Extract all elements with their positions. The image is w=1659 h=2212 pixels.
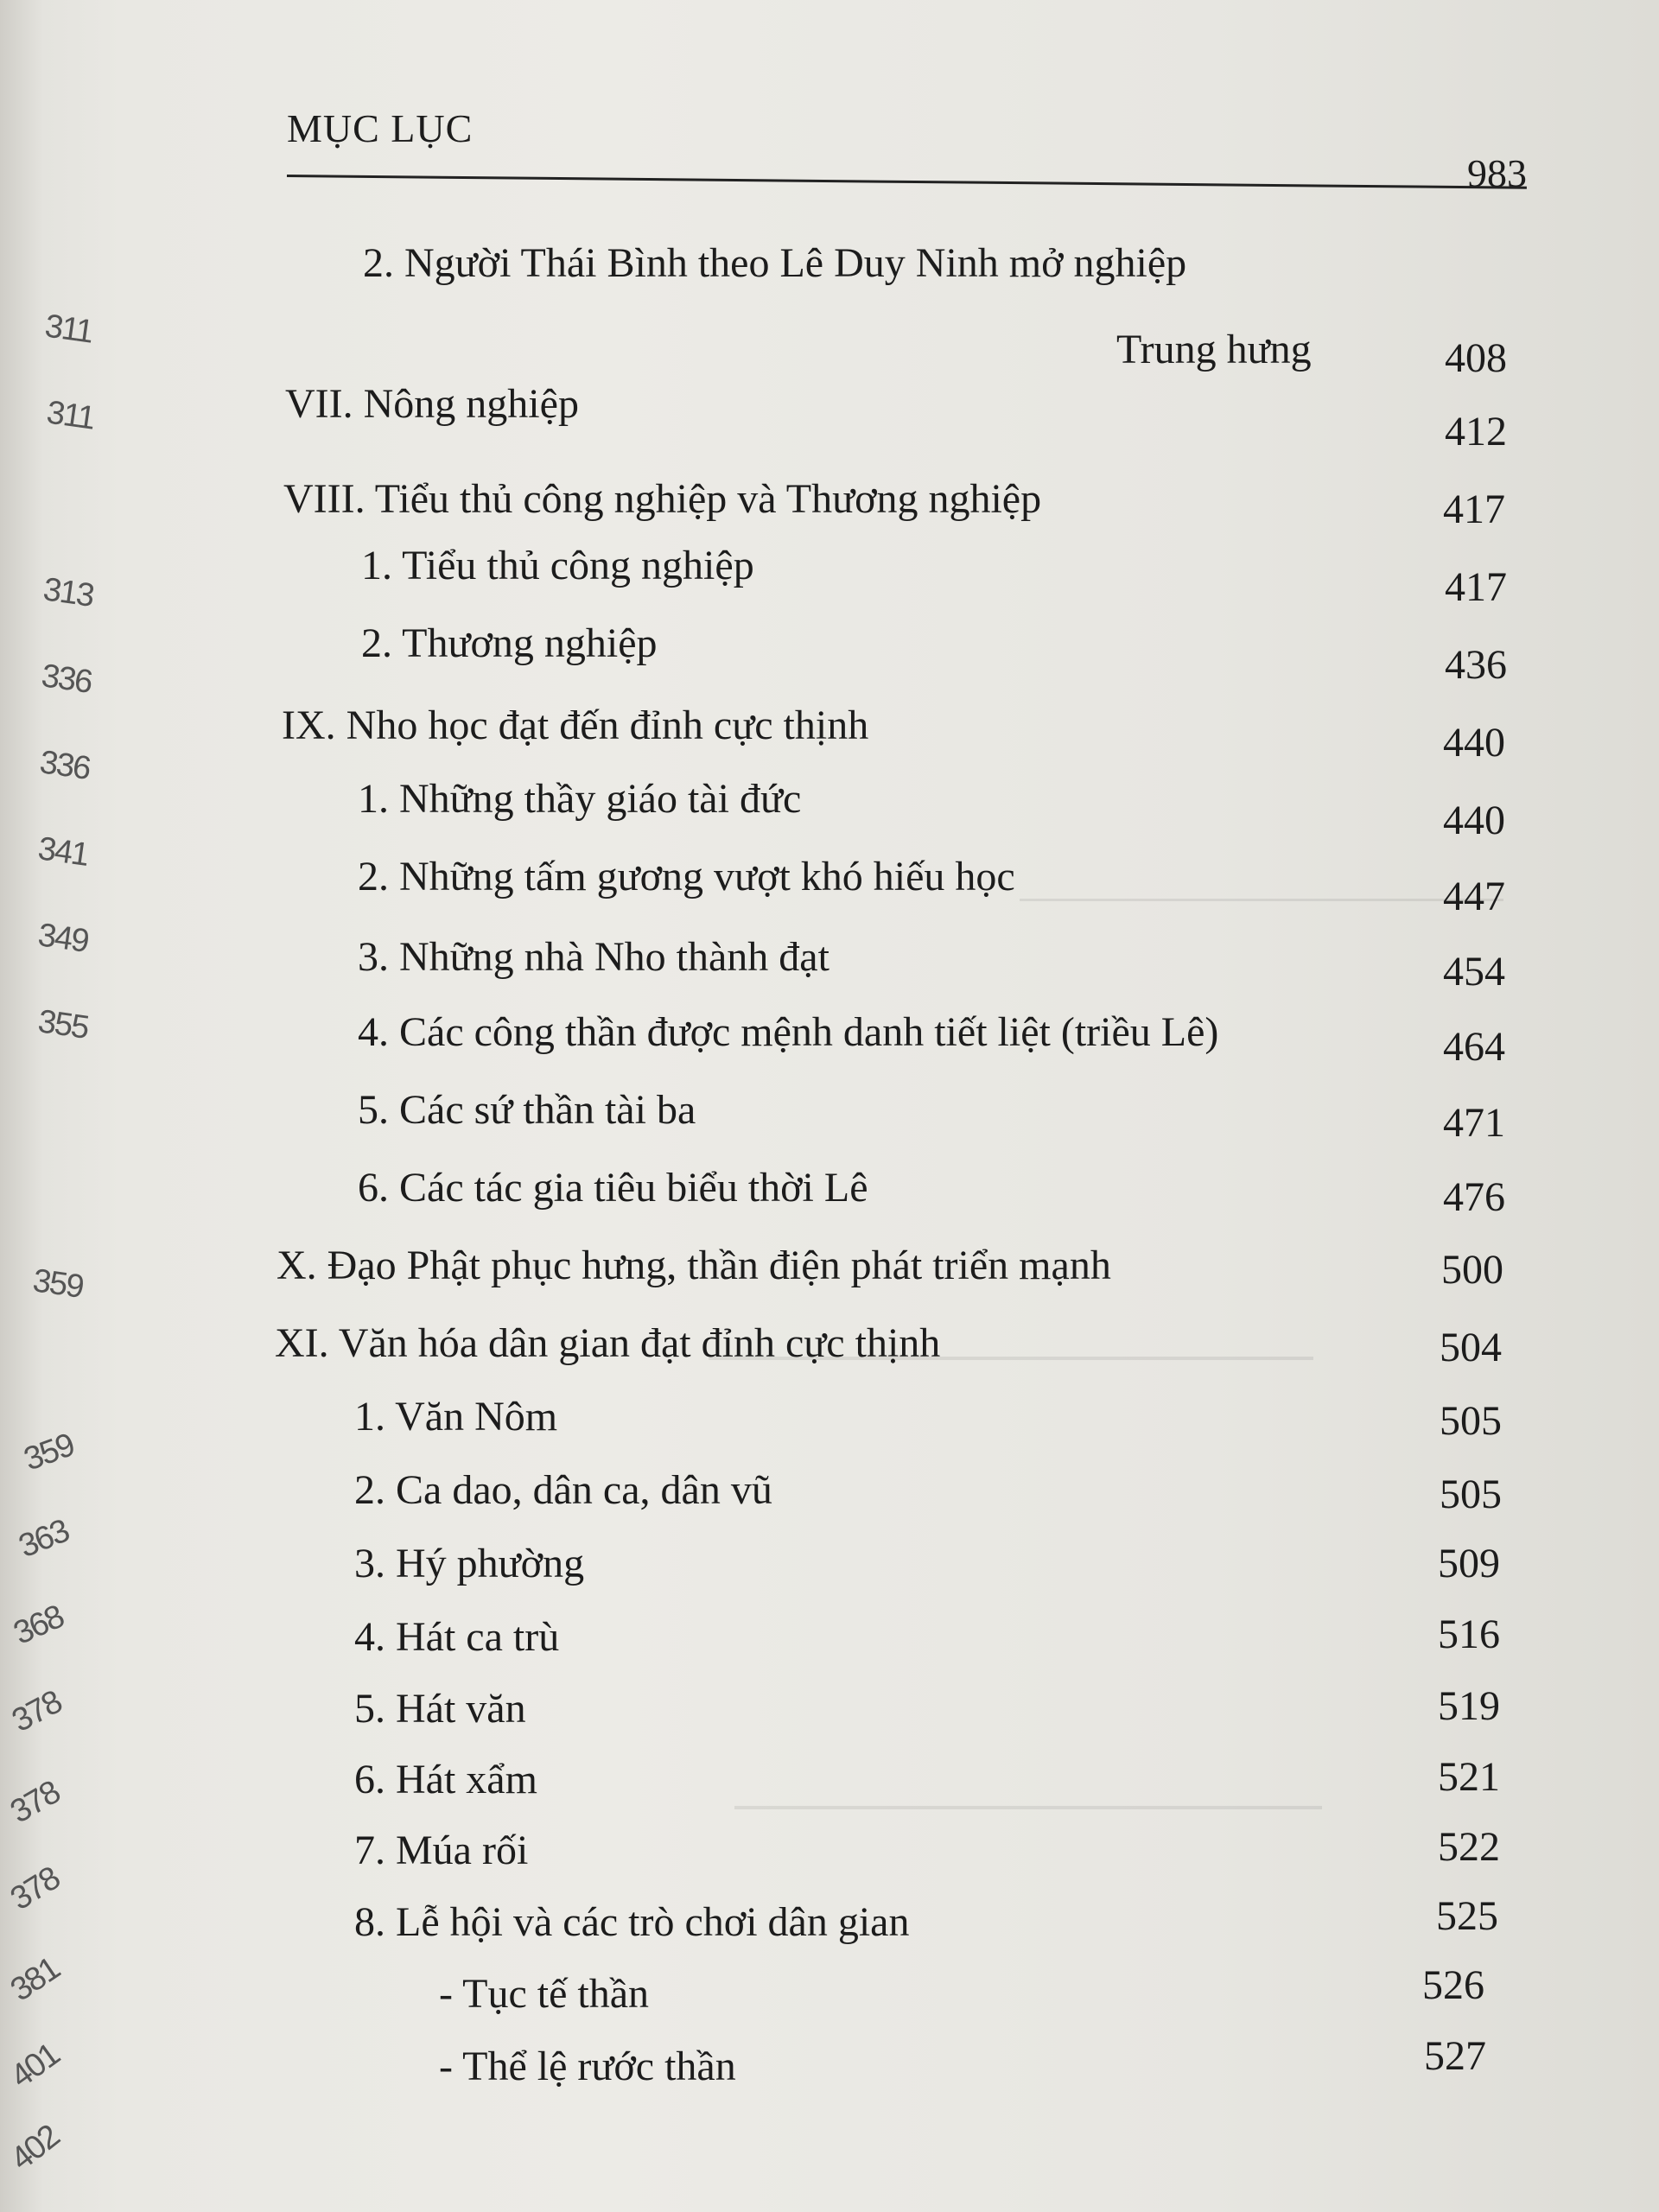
toc-entry-label: 5. Hát văn [354, 1686, 526, 1732]
toc-entry-label: 2. Thương nghiệp [361, 620, 658, 666]
toc-entry-page: 505 [1440, 1471, 1502, 1517]
toc-entry-page: 527 [1424, 2033, 1486, 2079]
toc-entry-label: 8. Lễ hội và các trò chơi dân gian [354, 1899, 910, 1945]
toc-entry-label: 5. Các sứ thần tài ba [358, 1087, 696, 1133]
toc-entry-label: Trung hưng [1116, 327, 1312, 372]
toc-entry-label: 1. Văn Nôm [354, 1394, 558, 1440]
toc-entry-label: 3. Những nhà Nho thành đạt [358, 934, 830, 980]
margin-number: 401 [3, 2037, 66, 2095]
toc-entry-page: 471 [1443, 1100, 1505, 1146]
margin-number: 363 [14, 1512, 73, 1566]
margin-number: 378 [6, 1684, 67, 1740]
margin-number: 349 [35, 917, 91, 960]
toc-entry-label: - Thể lệ rước thần [439, 2044, 736, 2089]
toc-entry-label: 4. Các công thần được mệnh danh tiết liệt (triều Lê) [358, 1009, 1219, 1055]
toc-entry-label: VIII. Tiểu thủ công nghiệp và Thương nghiệp [283, 476, 1042, 522]
margin-number: 336 [37, 744, 92, 787]
toc-entry-page: 464 [1443, 1024, 1505, 1070]
toc-entry-page: 526 [1422, 1962, 1484, 2008]
toc-entry-label: 4. Hát ca trù [354, 1614, 560, 1660]
toc-entry-page: 509 [1438, 1541, 1500, 1586]
toc-entry-page: 417 [1443, 486, 1505, 532]
toc-entry-page: 417 [1445, 564, 1507, 610]
toc-entry-label: XI. Văn hóa dân gian đạt đỉnh cực thịnh [275, 1320, 941, 1366]
toc-entry-label: 1. Tiểu thủ công nghiệp [361, 543, 754, 588]
toc-entry-page: 447 [1443, 874, 1505, 919]
margin-number: 355 [35, 1003, 91, 1046]
toc-entry-label: 6. Hát xẩm [354, 1757, 537, 1802]
toc-entry-page: 525 [1436, 1893, 1498, 1939]
toc-entry-label: 2. Ca dao, dân ca, dân vũ [354, 1467, 772, 1513]
margin-number: 311 [44, 394, 97, 437]
margin-number: 381 [3, 1950, 66, 2009]
toc-entry-label: 3. Hý phường [354, 1541, 585, 1586]
margin-number: 336 [39, 658, 94, 701]
toc-entry-page: 440 [1443, 720, 1505, 766]
margin-number: 368 [8, 1599, 69, 1652]
toc-entry-page: 519 [1438, 1683, 1500, 1729]
margin-number: 402 [3, 2118, 66, 2178]
toc-entry-label: - Tục tế thần [439, 1971, 650, 2017]
toc-entry-page: 521 [1438, 1754, 1500, 1800]
margin-number: 359 [19, 1427, 79, 1478]
toc-entry-page: 505 [1440, 1398, 1502, 1444]
toc-entry-label: 7. Múa rối [354, 1827, 529, 1873]
toc-entry-page: 408 [1445, 335, 1507, 381]
toc-entry-label: 2. Người Thái Bình theo Lê Duy Ninh mở nghiệp [363, 240, 1187, 286]
toc-entry-page: 436 [1445, 642, 1507, 688]
toc-entry-page: 522 [1438, 1824, 1500, 1870]
margin-number: 341 [35, 830, 91, 874]
margin-number: 313 [41, 571, 96, 614]
header-title: MỤC LỤC [287, 106, 474, 150]
toc-entry-page: 516 [1438, 1611, 1500, 1657]
toc-entry-page: 504 [1440, 1325, 1502, 1370]
toc-entry-label: 1. Những thầy giáo tài đức [358, 776, 802, 822]
toc-entry-label: IX. Nho học đạt đến đỉnh cực thịnh [282, 702, 869, 748]
toc-entry-label: 6. Các tác gia tiêu biểu thời Lê [358, 1165, 868, 1211]
toc-entry-page: 440 [1443, 798, 1505, 843]
margin-number: 311 [42, 308, 95, 351]
margin-number: 378 [3, 1860, 66, 1918]
toc-entry-page: 454 [1443, 949, 1505, 995]
margin-number: 359 [30, 1262, 86, 1306]
toc-entry-label: VII. Nông nghiệp [285, 381, 579, 427]
toc-entry-page: 476 [1443, 1174, 1505, 1220]
toc-entry-page: 412 [1445, 409, 1507, 454]
toc-entry-label: X. Đạo Phật phục hưng, thần điện phát triển mạnh [276, 1243, 1111, 1288]
header-page-number: 983 [1467, 151, 1527, 195]
toc-entry-label: 2. Những tấm gương vượt khó hiếu học [358, 854, 1015, 899]
margin-number: 378 [4, 1774, 66, 1831]
toc-entry-page: 500 [1441, 1247, 1503, 1293]
